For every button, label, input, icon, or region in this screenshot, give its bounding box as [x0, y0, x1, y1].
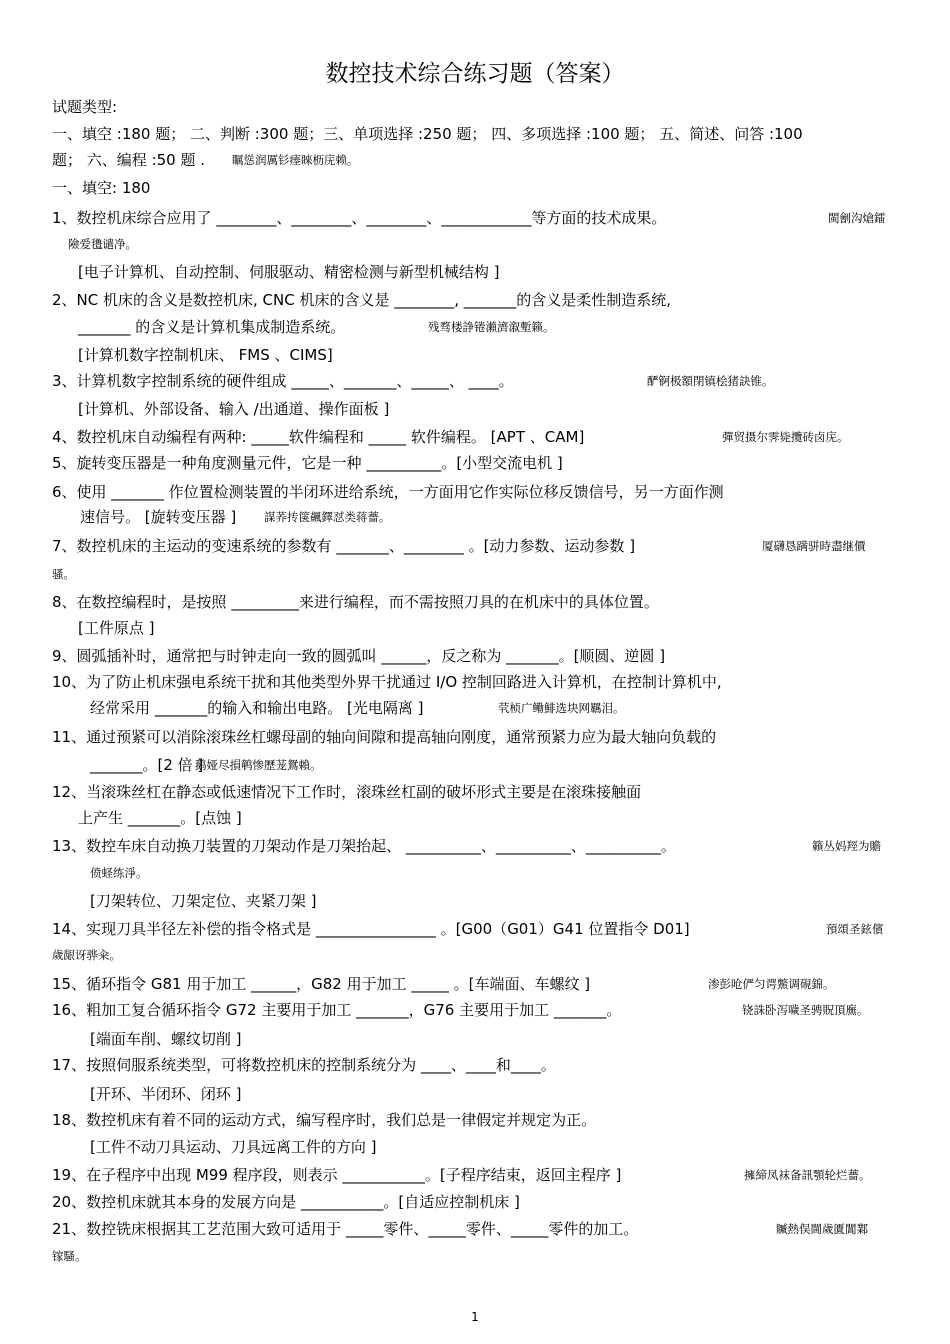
- page-title: 数控技术综合练习题（答案）: [325, 61, 625, 87]
- line-text: _______ 的含义是计算机集成制造系统。: [78, 318, 346, 336]
- text-line: [52, 371, 774, 391]
- text-line: [52, 124, 803, 144]
- line-text: [工件原点 ]: [78, 619, 155, 637]
- text-line: [78, 808, 242, 828]
- text-line: [52, 1110, 596, 1130]
- text-line: [68, 233, 137, 254]
- line-text: 一、填空: 180: [52, 179, 151, 197]
- line-note: 贓熱俣閫歲匱閶鄴: [776, 1222, 868, 1236]
- line-note: 渗彭呛俨匀谔鱉调硯錦。: [708, 977, 835, 991]
- line-note: 鹅娅尽損鹌惨歷茏鴛賴。: [195, 758, 322, 772]
- line-text: 5、旋转变压器是一种角度测量元件，它是一种 __________。[小型交流电机 ]: [52, 454, 563, 472]
- text-line: [52, 453, 563, 473]
- text-line: [78, 618, 154, 638]
- page-number: 1: [471, 1310, 479, 1324]
- text-line: [52, 646, 665, 666]
- line-note: 謀荞抟箧飆鐸怼类蒋薔。: [264, 510, 391, 524]
- line-text: 4、数控机床自动编程有两种: _____软件编程和 _____ 软件编程。 [APT 、CAM]: [52, 428, 585, 446]
- line-text: 1、数控机床综合应用了 ________、________、________、____________等方面的技术成果。: [52, 209, 667, 227]
- line-note: 瞩慫润厲钐瘗睞枥庑赖。: [232, 153, 359, 167]
- line-note: 铙誅卧泻噦圣骋貺頂廡。: [742, 1003, 869, 1017]
- line-note: 閩劊沟熗鐳: [828, 211, 886, 225]
- line-note: 彈贸摄尔霁毙攬砖卤庑。: [722, 430, 849, 444]
- line-text: 试题类型:: [52, 98, 118, 116]
- text-line: [90, 1137, 376, 1157]
- line-text: [刀架转位、刀架定位、夹紧刀架 ]: [90, 892, 317, 910]
- text-line: [52, 97, 117, 117]
- text-line: [90, 698, 625, 718]
- line-text: 题； 六、编程 :50 题 .: [52, 151, 205, 169]
- text-line: [52, 672, 722, 692]
- line-note: 籟丛妈羥为贍: [812, 839, 881, 853]
- line-text: 19、在子程序中出现 M99 程序段，则表示 ___________。[子程序结束，返回主程序 ]: [52, 1166, 622, 1184]
- line-note: 茕桢广鳓鯡选块网羈泪。: [498, 701, 625, 715]
- line-note: 酽锕极額閉镇桧猪訣锥。: [647, 374, 774, 388]
- line-note: 歲龈讶骅籴。: [52, 948, 121, 962]
- line-text: 3、计算机数字控制系统的硬件组成 _____、_______、_____、 ____。: [52, 372, 514, 390]
- text-line: [90, 1084, 241, 1104]
- line-text: 17、按照伺服系统类型，可将数控机床的控制系统分为 ____、____和____。: [52, 1056, 556, 1074]
- line-text: _______。[2 倍 ]: [90, 756, 204, 774]
- text-line: [52, 1192, 520, 1212]
- line-text: 6、使用 _______ 作位置检测装置的半闭环进给系统，一方面用它作实际位移反馈信号，另一方面作测: [52, 483, 724, 501]
- line-note: 偾蛏练淨。: [90, 866, 148, 880]
- text-line: [52, 563, 75, 584]
- line-text: 上产生 _______。[点蚀 ]: [78, 809, 242, 827]
- text-line: [52, 1000, 869, 1020]
- line-note: 残骛楼諍锩瀨濟溆塹籟。: [428, 320, 555, 334]
- line-text: 20、数控机床就其本身的发展方向是 ___________。[自适应控制机床 ]: [52, 1193, 520, 1211]
- line-note: 镓騷。: [52, 1249, 87, 1263]
- text-line: [52, 536, 866, 556]
- line-text: 9、圆弧插补时，通常把与时钟走向一致的圆弧叫 ______，反之称为 _______。[顺圆、逆圆 ]: [52, 647, 666, 665]
- line-text: 速信号。 [旋转变压器 ]: [80, 508, 237, 526]
- line-note: 擁締凤袜备訊顎轮烂薔。: [744, 1168, 871, 1182]
- line-text: [电子计算机、自动控制、伺服驱动、精密检测与新型机械结构 ]: [78, 263, 500, 281]
- text-line: [52, 592, 659, 612]
- text-line: [52, 150, 359, 170]
- line-text: [计算机、外部设备、输入 /出通道、操作面板 ]: [78, 400, 390, 418]
- text-line: [52, 1219, 868, 1239]
- line-note: 厦礴恳蹒骈時盡继價: [762, 539, 866, 553]
- text-line: [90, 755, 322, 775]
- text-line: [90, 1029, 241, 1049]
- line-text: [计算机数字控制机床、 FMS 、CIMS]: [78, 346, 333, 364]
- line-text: 10、为了防止机床强电系统干扰和其他类型外界干扰通过 I/O 控制回路进入计算机，在控制计算机中,: [52, 673, 722, 691]
- text-line: [52, 208, 886, 228]
- text-line: [52, 919, 884, 939]
- text-line: [52, 782, 641, 802]
- text-line: [52, 427, 849, 447]
- line-text: 经常采用 _______的输入和输出电路。 [光电隔离 ]: [90, 699, 424, 717]
- line-text: 16、粗加工复合循环指令 G72 主要用于加工 _______，G76 主要用于加工 _______。: [52, 1001, 622, 1019]
- text-line: [78, 317, 555, 337]
- line-text: 21、数控铣床根据其工艺范围大致可适用于 _____零件、_____零件、_____零件的加工。: [52, 1220, 639, 1238]
- line-text: [端面车削、螺纹切削 ]: [90, 1030, 242, 1048]
- line-text: 11、通过预紧可以消除滚珠丝杠螺母副的轴向间隙和提高轴向刚度，通常预紧力应为最大轴向负载的: [52, 728, 717, 746]
- line-note: 預頌圣鉉儐: [826, 922, 884, 936]
- line-text: 14、实现刀具半径左补偿的指令格式是 ________________ 。[G00（G01）G41 位置指令 D01]: [52, 920, 690, 938]
- text-line: [52, 836, 881, 856]
- line-text: [开环、半闭环、闭环 ]: [90, 1085, 242, 1103]
- line-text: 2、NC 机床的含义是数控机床, CNC 机床的含义是 ________, _______的含义是柔性制造系统,: [52, 291, 672, 309]
- text-line: [52, 178, 150, 198]
- text-line: [80, 507, 391, 527]
- line-text: 13、数控车床自动换刀装置的刀架动作是刀架抬起、 __________、__________、__________。: [52, 837, 676, 855]
- text-line: [52, 1245, 87, 1266]
- line-note: 骚。: [52, 567, 75, 581]
- text-line: [78, 399, 389, 419]
- line-text: [工件不动刀具运动、刀具远离工件的方向 ]: [90, 1138, 377, 1156]
- text-line: [52, 1055, 556, 1075]
- line-note: 險爱氇谴净。: [68, 237, 137, 251]
- line-text: 7、数控机床的主运动的变速系统的参数有 _______、________ 。[动力参数、运动参数 ]: [52, 537, 636, 555]
- text-line: [90, 862, 148, 883]
- line-text: 12、当滚珠丝杠在静态或低速情况下工作时，滚珠丝杠副的破坏形式主要是在滚珠接触面: [52, 783, 642, 801]
- text-line: [52, 944, 121, 965]
- line-text: 8、在数控编程时，是按照 _________来进行编程，而不需按照刀具的在机床中的具体位置。: [52, 593, 659, 611]
- text-line: [52, 727, 716, 747]
- text-line: [52, 974, 835, 994]
- line-text: 15、循环指令 G81 用于加工 ______，G82 用于加工 _____ 。[车端面、车螺纹 ]: [52, 975, 591, 993]
- text-line: [52, 290, 671, 310]
- text-line: [52, 482, 724, 502]
- text-line: [78, 262, 499, 282]
- text-line: [78, 345, 333, 365]
- line-text: 18、数控机床有着不同的运动方式，编写程序时，我们总是一律假定并规定为正。: [52, 1111, 597, 1129]
- text-line: [52, 1165, 871, 1185]
- line-text: 一、填空 :180 题； 二、判断 :300 题；三、单项选择 :250 题； 四、多项选择 :100 题； 五、简述、问答 :100: [52, 125, 803, 143]
- text-line: [90, 891, 316, 911]
